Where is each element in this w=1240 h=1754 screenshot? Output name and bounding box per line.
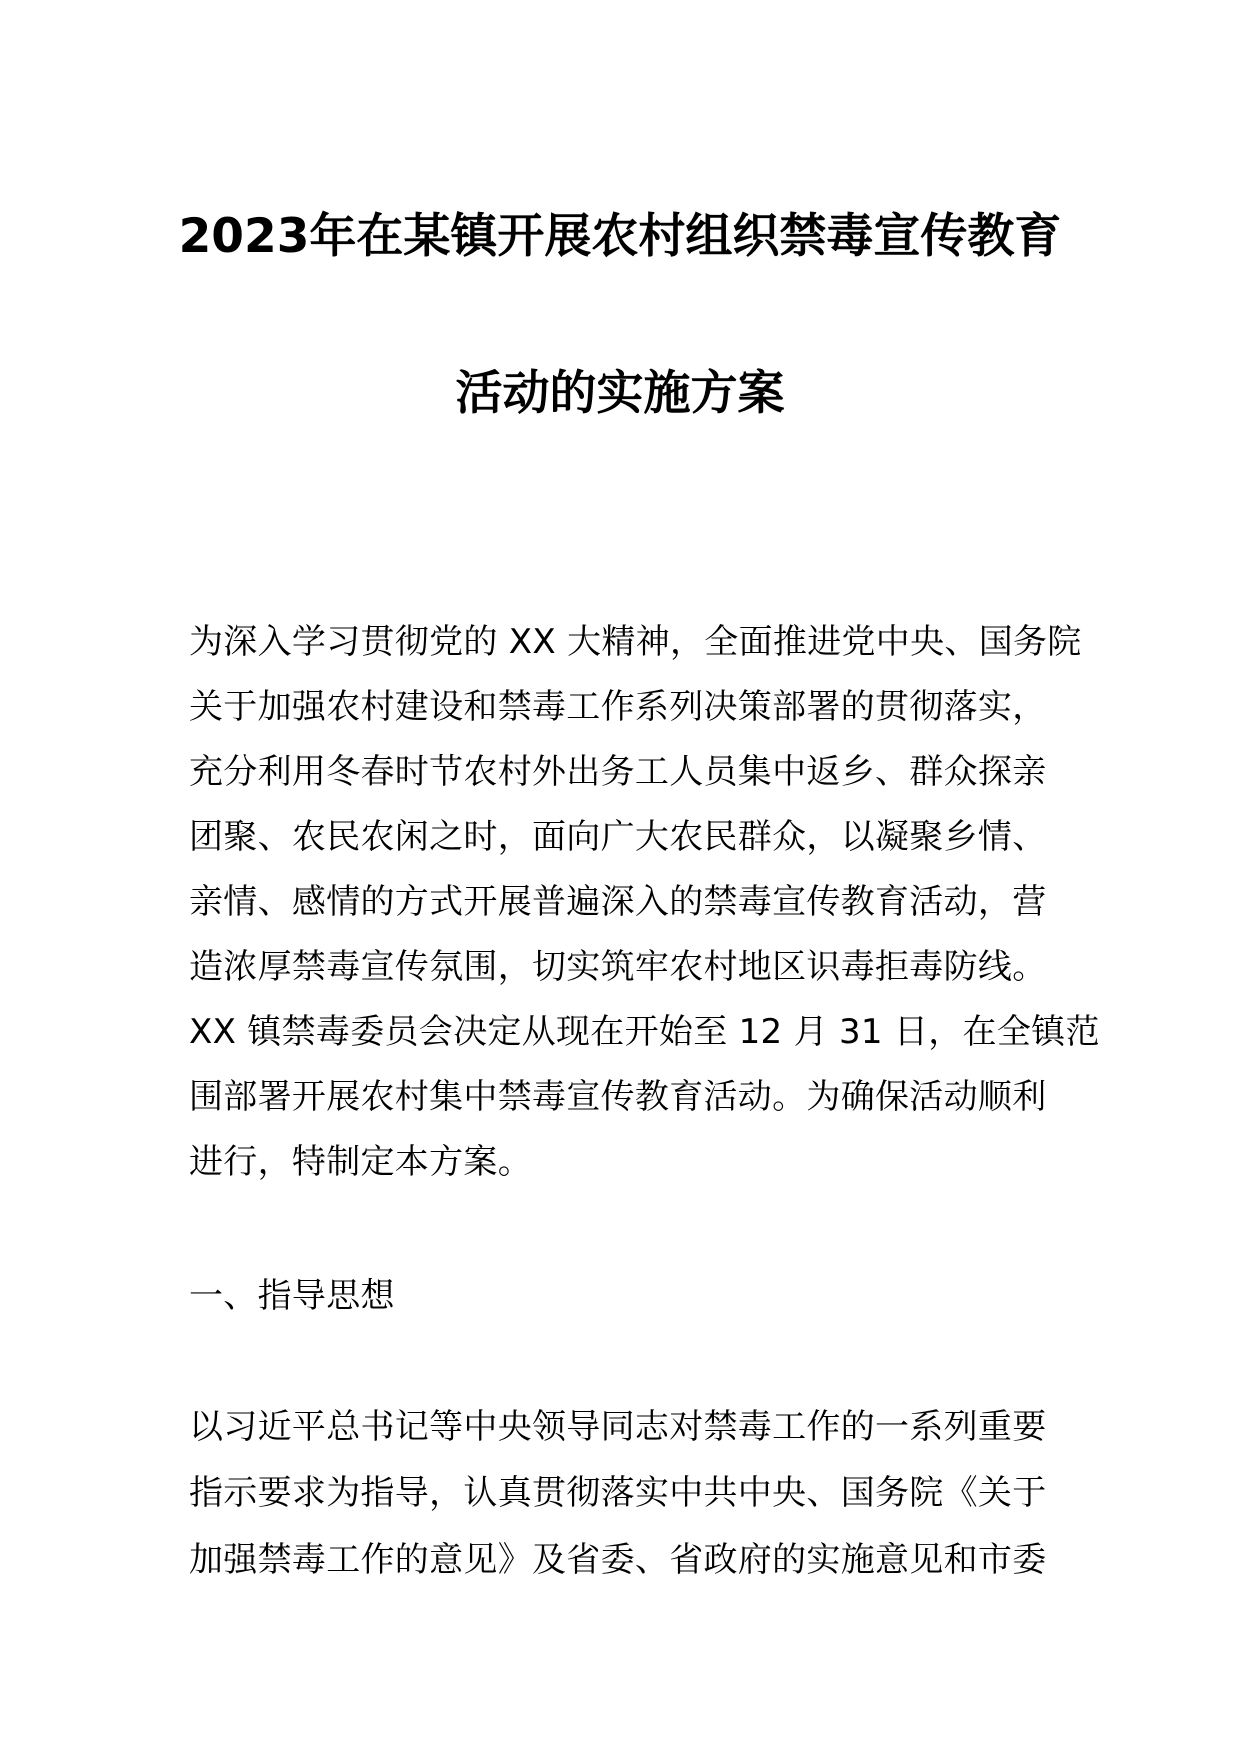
paragraph-line: 充分利用冬春时节农村外出务工人员集中返乡、群众探亲 [189, 752, 1047, 792]
paragraph-line: 加强禁毒工作的意见》及省委、省政府的实施意见和市委 [189, 1540, 1047, 1580]
section-heading: 一、指导思想 [189, 1276, 395, 1316]
paragraph-line: 指示要求为指导，认真贯彻落实中共中央、国务院《关于 [189, 1473, 1047, 1513]
document-title-line-2: 活动的实施方案 [455, 366, 785, 421]
paragraph-line: 亲情、感情的方式开展普遍深入的禁毒宣传教育活动，营 [189, 882, 1047, 922]
paragraph-line: 为深入学习贯彻党的 XX 大精神，全面推进党中央、国务院 [189, 622, 1082, 662]
paragraph-line: 围部署开展农村集中禁毒宣传教育活动。为确保活动顺利 [189, 1077, 1047, 1117]
paragraph-line: 造浓厚禁毒宣传氛围，切实筑牢农村地区识毒拒毒防线。 [189, 947, 1047, 987]
document-title-line-1: 2023年在某镇开展农村组织禁毒宣传教育 [178, 209, 1062, 264]
paragraph-line: 以习近平总书记等中央领导同志对禁毒工作的一系列重要 [189, 1407, 1047, 1447]
paragraph-line: 进行，特制定本方案。 [189, 1142, 532, 1182]
paragraph-line: 团聚、农民农闲之时，面向广大农民群众，以凝聚乡情、 [189, 817, 1047, 857]
paragraph-line: XX 镇禁毒委员会决定从现在开始至 12 月 31 日，在全镇范 [189, 1012, 1100, 1052]
paragraph-line: 关于加强农村建设和禁毒工作系列决策部署的贯彻落实， [189, 687, 1047, 727]
